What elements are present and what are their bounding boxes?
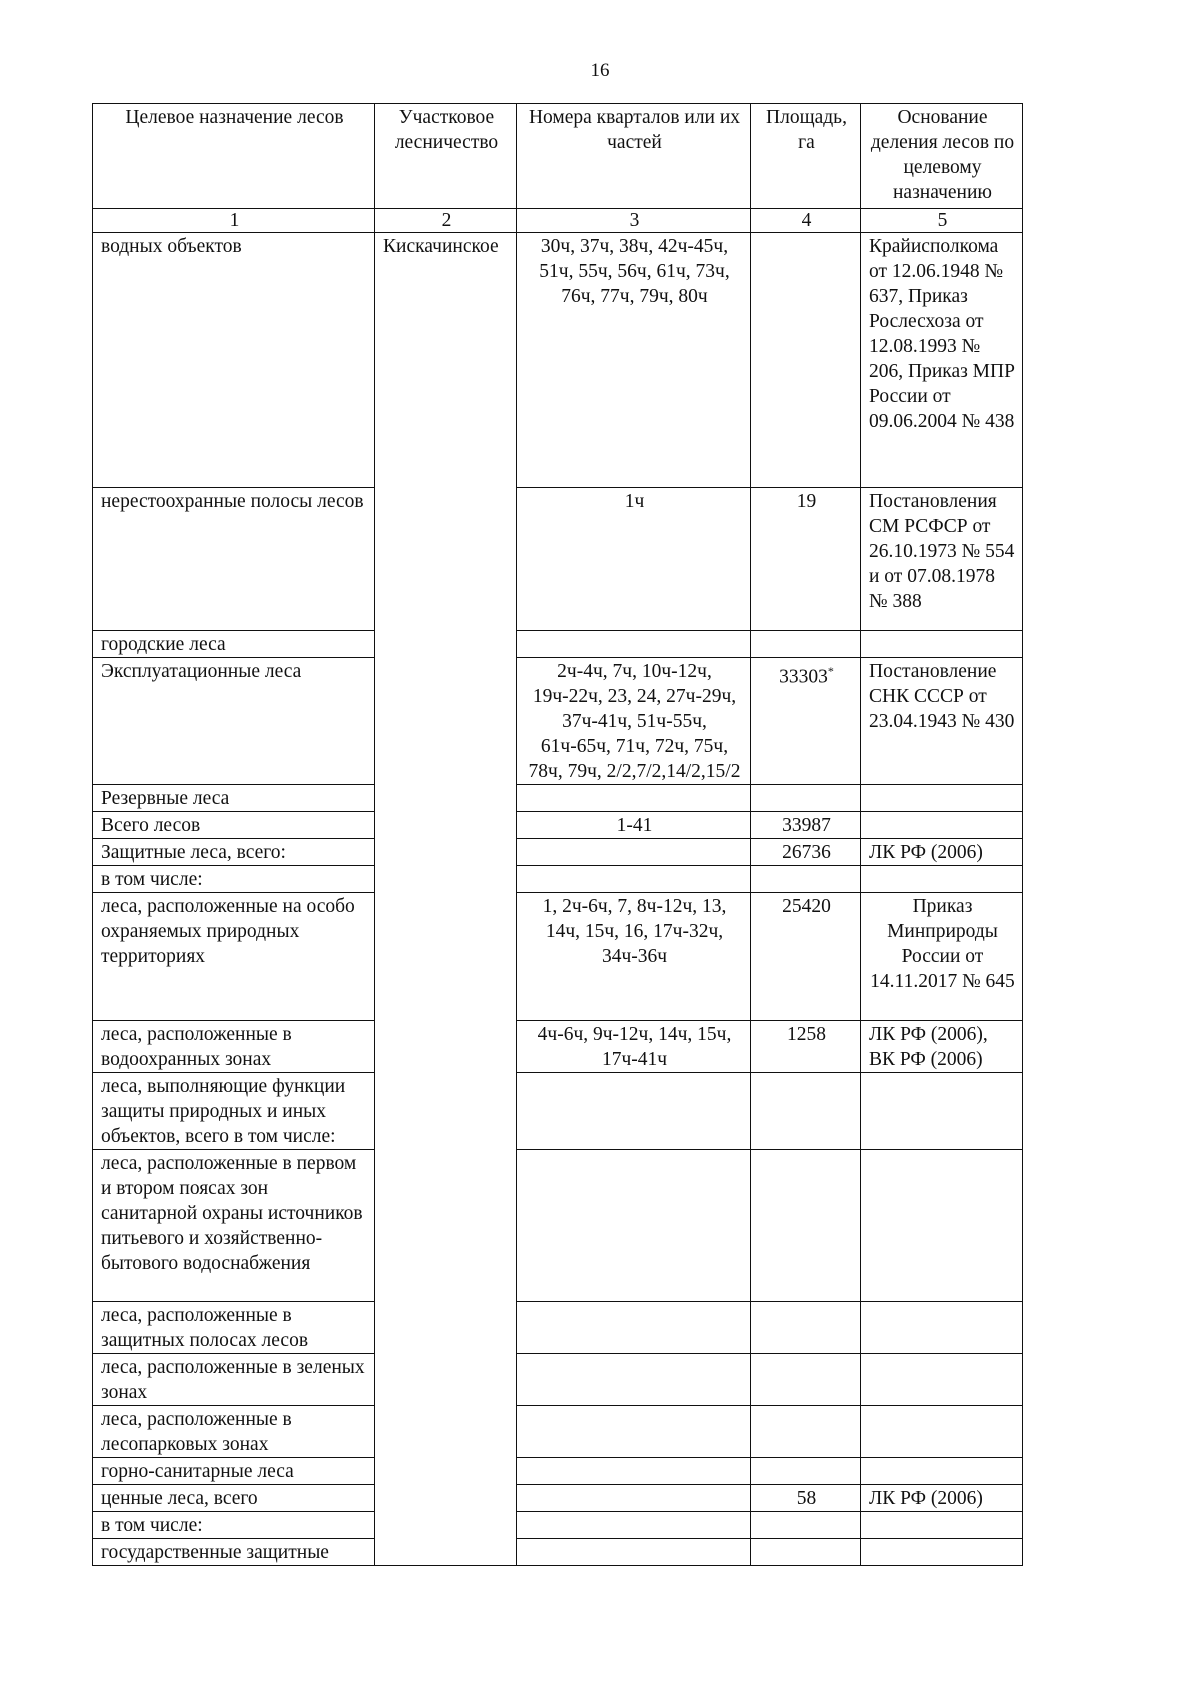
table-row bbox=[93, 1512, 1023, 1539]
table-row bbox=[93, 812, 1023, 839]
quarters-cell bbox=[517, 1302, 751, 1354]
table-row bbox=[93, 839, 1023, 866]
basis-cell bbox=[861, 631, 1023, 658]
area-cell: 19 bbox=[751, 488, 861, 631]
area-cell bbox=[751, 1458, 861, 1485]
table-row bbox=[93, 1485, 1023, 1512]
quarters-cell bbox=[517, 1485, 751, 1512]
area-cell: 33987 bbox=[751, 812, 861, 839]
quarters-cell bbox=[517, 1458, 751, 1485]
area-cell bbox=[751, 866, 861, 893]
basis-cell: ЛК РФ (2006) bbox=[861, 1485, 1023, 1512]
table-row bbox=[93, 1150, 1023, 1302]
header-basis: Основание деления лесов по целевому назначению bbox=[861, 104, 1023, 209]
quarters-cell bbox=[517, 631, 751, 658]
basis-cell bbox=[861, 1302, 1023, 1354]
quarters-cell: 1ч bbox=[517, 488, 751, 631]
header-quarters: Номера кварталов или их частей bbox=[517, 104, 751, 209]
area-footnote-mark: * bbox=[827, 664, 834, 678]
purpose-cell: леса, расположенные в водоохранных зонах bbox=[93, 1021, 375, 1073]
basis-cell: Крайисполкома от 12.06.1948 № 637, Приказ Рослесхоза от 12.08.1993 № 206, Приказ МПР России от 09.06.2004 № 438 bbox=[861, 233, 1023, 488]
column-number: 1 bbox=[93, 209, 375, 233]
column-number: 4 bbox=[751, 209, 861, 233]
purpose-cell: Защитные леса, всего: bbox=[93, 839, 375, 866]
table-row bbox=[93, 1302, 1023, 1354]
area-cell bbox=[751, 1354, 861, 1406]
area-cell bbox=[751, 233, 861, 488]
basis-cell: Постановление СНК СССР от 23.04.1943 № 430 bbox=[861, 658, 1023, 785]
quarters-cell bbox=[517, 866, 751, 893]
basis-cell bbox=[861, 1150, 1023, 1302]
purpose-cell: нерестоохранные полосы лесов bbox=[93, 488, 375, 631]
purpose-cell: горно-санитарные леса bbox=[93, 1458, 375, 1485]
table-row bbox=[93, 1021, 1023, 1073]
purpose-cell: в том числе: bbox=[93, 866, 375, 893]
column-number: 5 bbox=[861, 209, 1023, 233]
purpose-cell: ценные леса, всего bbox=[93, 1485, 375, 1512]
header-purpose: Целевое назначение лесов bbox=[93, 104, 375, 209]
table-row bbox=[93, 866, 1023, 893]
quarters-cell bbox=[517, 1150, 751, 1302]
basis-cell bbox=[861, 1458, 1023, 1485]
table-row bbox=[93, 233, 1023, 488]
table-row bbox=[93, 1539, 1023, 1566]
basis-cell bbox=[861, 1539, 1023, 1566]
header-forestry: Участковое лесничество bbox=[375, 104, 517, 209]
area-cell: 25420 bbox=[751, 893, 861, 1021]
purpose-cell: Всего лесов bbox=[93, 812, 375, 839]
quarters-cell bbox=[517, 1406, 751, 1458]
purpose-cell: в том числе: bbox=[93, 1512, 375, 1539]
column-number: 2 bbox=[375, 209, 517, 233]
basis-cell bbox=[861, 1512, 1023, 1539]
quarters-cell bbox=[517, 839, 751, 866]
area-cell: 26736 bbox=[751, 839, 861, 866]
column-number: 3 bbox=[517, 209, 751, 233]
area-value: 33303 bbox=[779, 666, 828, 688]
area-cell bbox=[751, 631, 861, 658]
quarters-cell bbox=[517, 1073, 751, 1150]
basis-cell: ЛК РФ (2006), ВК РФ (2006) bbox=[861, 1021, 1023, 1073]
area-cell bbox=[751, 1512, 861, 1539]
basis-cell bbox=[861, 1406, 1023, 1458]
basis-cell: Постановления СМ РСФСР от 26.10.1973 № 554 и от 07.08.1978 № 388 bbox=[861, 488, 1023, 631]
table-row bbox=[93, 488, 1023, 631]
area-cell bbox=[751, 1302, 861, 1354]
quarters-cell: 30ч, 37ч, 38ч, 42ч-45ч, 51ч, 55ч, 56ч, 61ч, 73ч, 76ч, 77ч, 79ч, 80ч bbox=[517, 233, 751, 488]
basis-cell bbox=[861, 1354, 1023, 1406]
table-row bbox=[93, 631, 1023, 658]
column-number-row bbox=[93, 209, 1023, 233]
area-cell: 58 bbox=[751, 1485, 861, 1512]
table-row bbox=[93, 1406, 1023, 1458]
basis-cell bbox=[861, 866, 1023, 893]
area-cell bbox=[751, 785, 861, 812]
purpose-cell: городские леса bbox=[93, 631, 375, 658]
purpose-cell: леса, расположенные на особо охраняемых природных территориях bbox=[93, 893, 375, 1021]
table-row bbox=[93, 1354, 1023, 1406]
area-cell bbox=[751, 658, 861, 785]
quarters-cell: 2ч-4ч, 7ч, 10ч-12ч, 19ч-22ч, 23, 24, 27ч-29ч, 37ч-41ч, 51ч-55ч, 61ч-65ч, 71ч, 72ч, 75ч, 78ч, 79ч, 2/2,7/2,14/2,15/2 bbox=[517, 658, 751, 785]
quarters-cell bbox=[517, 1354, 751, 1406]
area-cell: 1258 bbox=[751, 1021, 861, 1073]
area-cell bbox=[751, 1406, 861, 1458]
area-cell bbox=[751, 1539, 861, 1566]
quarters-cell: 1, 2ч-6ч, 7, 8ч-12ч, 13, 14ч, 15ч, 16, 17ч-32ч, 34ч-36ч bbox=[517, 893, 751, 1021]
basis-cell: ЛК РФ (2006) bbox=[861, 839, 1023, 866]
page-number: 16 bbox=[590, 60, 610, 81]
basis-cell: Приказ Минприроды России от 14.11.2017 № 645 bbox=[861, 893, 1023, 1021]
quarters-cell bbox=[517, 1512, 751, 1539]
quarters-cell bbox=[517, 785, 751, 812]
purpose-cell: леса, расположенные в первом и втором поясах зон санитарной охраны источников питьевого и хозяйственно-бытового водоснабжения bbox=[93, 1150, 375, 1302]
purpose-cell: леса, расположенные в лесопарковых зонах bbox=[93, 1406, 375, 1458]
purpose-cell: леса, расположенные в защитных полосах лесов bbox=[93, 1302, 375, 1354]
forest-purpose-table bbox=[92, 103, 1023, 1566]
header-area: Площадь, га bbox=[751, 104, 861, 209]
basis-cell bbox=[861, 1073, 1023, 1150]
quarters-cell bbox=[517, 1539, 751, 1566]
basis-cell bbox=[861, 785, 1023, 812]
basis-cell bbox=[861, 812, 1023, 839]
table-row bbox=[93, 658, 1023, 785]
table-row bbox=[93, 1458, 1023, 1485]
quarters-cell: 4ч-6ч, 9ч-12ч, 14ч, 15ч, 17ч-41ч bbox=[517, 1021, 751, 1073]
table-row bbox=[93, 785, 1023, 812]
purpose-cell: водных объектов bbox=[93, 233, 375, 488]
purpose-cell: леса, расположенные в зеленых зонах bbox=[93, 1354, 375, 1406]
area-cell bbox=[751, 1073, 861, 1150]
area-cell bbox=[751, 1150, 861, 1302]
purpose-cell: Резервные леса bbox=[93, 785, 375, 812]
table-header-row bbox=[93, 104, 1023, 209]
purpose-cell: леса, выполняющие функции защиты природных и иных объектов, всего в том числе: bbox=[93, 1073, 375, 1150]
purpose-cell: государственные защитные bbox=[93, 1539, 375, 1566]
forestry-cell bbox=[375, 233, 517, 1566]
table-row bbox=[93, 893, 1023, 1021]
table-row bbox=[93, 1073, 1023, 1150]
forestry-name: Кискачинское bbox=[383, 236, 499, 257]
purpose-cell: Эксплуатационные леса bbox=[93, 658, 375, 785]
quarters-cell: 1-41 bbox=[517, 812, 751, 839]
